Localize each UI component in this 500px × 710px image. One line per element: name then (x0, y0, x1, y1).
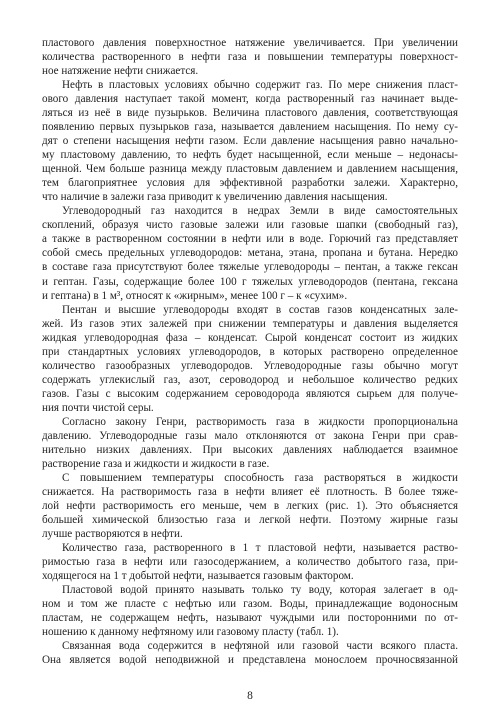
text-line: ном и том же пласте с нефтью или газом. Воды, принадлежащие водоносным (42, 598, 458, 611)
text-line: снижается. На растворимость газа в нефти влияет её плотность. В более тяже- (42, 485, 458, 498)
text-line: нительно низких давлениях. При высоких давлениях наблюдается взаимное (42, 443, 458, 456)
text-line: Согласно закону Генри, растворимость газа в жидкости пропорциональна (62, 415, 458, 428)
text-line: лой нефти растворимость его меньше, чем в легких (рис. 1). Это объясняется (42, 499, 458, 512)
text-line: ходящегося на 1 т добытой нефти, называется газовым фактором. (42, 570, 354, 583)
text-line: количество газообразных углеводородов. Углеводородные газы обычно могут (42, 359, 458, 372)
text-line: Пентан и высшие углеводороды входят в состав газов конденсатных зале- (62, 303, 458, 316)
text-line: а также в растворенном состоянии в нефти или в воде. Горючий газ представляет (42, 233, 458, 246)
text-line: при стандартных условиях углеводородов, в которых растворено определенное (42, 345, 458, 358)
text-line: Углеводородный газ находится в недрах Земли в виде самостоятельных (62, 205, 458, 218)
text-line: Нефть в пластовых условиях обычно содержит газ. По мере снижения пласт- (62, 79, 458, 92)
text-line: большей химической близостью газа и легкой нефти. Поэтому жирные газы (42, 514, 458, 527)
text-line: появлению первых пузырьков газа, называется давлением насыщения. По нему су- (42, 121, 458, 134)
text-line: дят о степени насыщения нефти газом. Если давление насыщения равно начально- (42, 135, 458, 148)
text-line: жидкая углеводородная фаза – конденсат. Сырой конденсат состоит из жидких (42, 331, 458, 344)
text-line: тем благоприятнее условия для эффективной разработки залежи. Характерно, (42, 177, 458, 190)
text-line: Пластовой водой принято называть только ту воду, которая залегает в од- (62, 584, 458, 597)
text-line: в составе газа присутствуют более тяжелые углеводороды – пентан, а также гексан (42, 261, 458, 274)
text-line: ляться из неё в виде пузырьков. Величина пластового давления, соответствующая (42, 107, 458, 120)
text-line: пластового давления поверхностное натяжение увеличивается. При увеличении (42, 37, 458, 49)
text-line: римостью газа в нефти или газосодержанием, а количество добытого газа, при- (42, 556, 458, 569)
text-line: Количество газа, растворенного в 1 т пластовой нефти, называется раство- (62, 542, 458, 555)
text-line: С повышением температуры способность газа растворяться в жидкости (62, 471, 458, 484)
text-line: пластам, не содержащем нефть, называют чуждыми или посторонними по от- (42, 612, 458, 625)
text-line: му пластовому давлению, то нефть будет насыщенной, если меньше – недонасы- (42, 149, 458, 162)
text-line: ное натяжение нефти снижается. (42, 65, 199, 78)
text-line: содержать углекислый газ, азот, сероводород и небольшое количество редких (42, 373, 458, 386)
text-line: собой смесь предельных углеводородов: метана, этана, пропана и бутана. Нередко (42, 247, 458, 260)
page-number: 8 (247, 690, 253, 702)
text-line: что наличие в залежи газа приводит к увеличению давления насыщения. (42, 191, 388, 204)
text-line: газов. Газы с высоким содержанием сероводорода являются сырьем для получе- (42, 387, 458, 400)
text-line: и гептан. Газы, содержащие более 100 г тяжелых углеводородов (пентана, гексана (42, 275, 458, 288)
text-line: скоплений, образуя чисто газовые залежи или газовые шапки (свободный газ), (42, 219, 458, 232)
text-line: давлению. Углеводородные газы мало отклоняются от закона Генри при срав- (42, 429, 458, 442)
text-line: количества растворенного в нефти газа и повышении температуры поверхност- (42, 51, 458, 64)
text-line: растворение газа и жидкости и жидкости в газе. (42, 457, 270, 470)
text-line: Она является водой неподвижной и представлена монослоем прочносвязанной (42, 654, 458, 667)
text-line: ния почти чистой серы. (42, 401, 154, 414)
text-line: жей. Из газов этих залежей при снижении температуры и давления выделяется (42, 317, 458, 330)
text-line: Связанная вода содержится в нефтяной или газовой части всякого пласта. (62, 640, 458, 653)
text-line: и гептана) в 1 м³, относят к «жирным», менее 100 г – к «сухим». (42, 289, 348, 302)
text-line: щенной. Чем больше разница между пластовым давлением и давлением насыщения, (42, 163, 458, 176)
text-line: лучше растворяются в нефти. (42, 528, 183, 541)
text-line: ового давления наступает такой момент, когда растворенный газ начинает выде- (42, 93, 458, 106)
text-line: ношению к данному нефтяному или газовому пласту (табл. 1). (42, 626, 339, 639)
